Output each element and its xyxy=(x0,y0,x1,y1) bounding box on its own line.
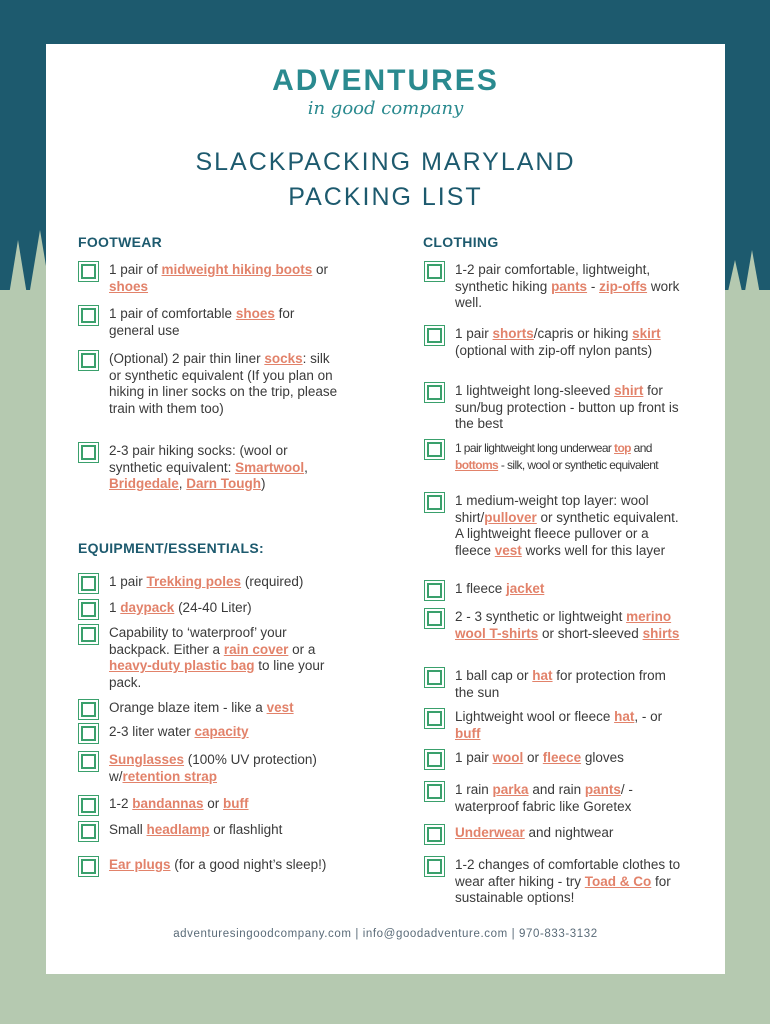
clothing-item: Underwear and nightwear xyxy=(455,825,680,842)
checkbox-icon[interactable] xyxy=(81,702,96,717)
product-link[interactable]: shoes xyxy=(109,278,149,294)
page-title-line2: PACKING LIST xyxy=(288,183,483,211)
checkbox-icon[interactable] xyxy=(427,752,442,767)
product-link[interactable]: parka xyxy=(492,782,529,797)
product-link[interactable]: Bridgedale xyxy=(109,476,179,491)
product-link[interactable]: hat xyxy=(614,709,635,724)
product-link[interactable]: Toad & Co xyxy=(584,873,652,889)
clothing-item: 2 - 3 synthetic or lightweight merino wool T-shirts or short-sleeved shirts xyxy=(455,609,680,642)
product-link[interactable]: heavy-duty plastic bag xyxy=(109,658,255,673)
clothing-item: 1 pair lightweight long underwear top and bottoms - silk, wool or synthetic equivalent xyxy=(455,440,680,473)
equipment-item: 1 daypack (24-40 Liter) xyxy=(109,600,339,617)
product-link[interactable]: pants xyxy=(584,782,621,797)
footer-contact: adventuresingoodcompany.com | info@goodadventure.com | 970-833-3132 xyxy=(173,928,598,940)
product-link[interactable]: Darn Tough xyxy=(186,476,262,491)
checkbox-icon[interactable] xyxy=(427,495,442,510)
product-link[interactable]: bandannas xyxy=(132,796,204,811)
checkbox-icon[interactable] xyxy=(427,385,442,400)
product-link[interactable]: vest xyxy=(494,542,522,558)
equipment-item: 1-2 bandannas or buff xyxy=(109,796,339,813)
equipment-item: Sunglasses (100% UV protection) w/retention strap xyxy=(109,752,339,785)
checkbox-icon[interactable] xyxy=(81,859,96,874)
product-link[interactable]: shoes xyxy=(235,306,275,321)
product-link[interactable]: shirt xyxy=(614,383,644,398)
clothing-item: 1-2 changes of comfortable clothes to wear after hiking - try Toad & Co for sustainable options! xyxy=(455,857,683,907)
checkbox-icon[interactable] xyxy=(427,328,442,343)
checkbox-icon[interactable] xyxy=(427,264,442,279)
clothing-heading: CLOTHING xyxy=(423,234,499,250)
checkbox-icon[interactable] xyxy=(81,576,96,591)
equipment-item: Small headlamp or flashlight xyxy=(109,822,339,839)
product-link[interactable]: fleece xyxy=(542,750,582,765)
clothing-item: 1 lightweight long-sleeved shirt for sun/bug protection - button up front is the best xyxy=(455,383,680,433)
product-link[interactable]: Sunglasses xyxy=(109,752,185,767)
product-link[interactable]: top xyxy=(614,441,631,455)
checkbox-icon[interactable] xyxy=(81,602,96,617)
packing-list-sheet xyxy=(46,44,725,974)
product-link[interactable]: pants xyxy=(551,278,588,294)
product-link[interactable]: shirts xyxy=(642,625,680,641)
checkbox-icon[interactable] xyxy=(81,798,96,813)
checkbox-icon[interactable] xyxy=(81,754,96,769)
clothing-item: Lightweight wool or fleece hat, - or buff xyxy=(455,709,680,742)
product-link[interactable]: capacity xyxy=(194,724,249,739)
equipment-item: 1 pair Trekking poles (required) xyxy=(109,574,339,591)
checkbox-icon[interactable] xyxy=(427,670,442,685)
clothing-item: 1-2 pair comfortable, lightweight, synthetic hiking pants - zip-offs work well. xyxy=(455,262,680,312)
clothing-item: 1 pair wool or fleece gloves xyxy=(455,750,680,767)
product-link[interactable]: Ear plugs xyxy=(109,857,171,872)
clothing-item: 1 rain parka and rain pants/ - waterproof fabric like Goretex xyxy=(455,782,680,815)
clothing-item: 1 medium-weight top layer: wool shirt/pullover or synthetic equivalent. A lightweight fleece pullover or a fleece vest works well for this layer xyxy=(455,493,683,559)
product-link[interactable]: daypack xyxy=(120,600,175,615)
product-link[interactable]: wool xyxy=(492,750,524,765)
checkbox-icon[interactable] xyxy=(81,353,96,368)
product-link[interactable]: buff xyxy=(223,796,249,811)
product-link[interactable]: Smartwool xyxy=(235,459,305,475)
checkbox-icon[interactable] xyxy=(81,264,96,279)
checkbox-icon[interactable] xyxy=(427,711,442,726)
product-link[interactable]: merino wool T-shirts xyxy=(455,609,672,641)
equipment-item: Capability to ‘waterproof’ your backpack. Either a rain cover or a heavy-duty plastic bag to line your pack. xyxy=(109,625,339,691)
product-link[interactable]: jacket xyxy=(506,581,545,596)
equipment-heading: EQUIPMENT/ESSENTIALS: xyxy=(78,540,264,556)
product-link[interactable]: socks xyxy=(264,351,303,366)
product-link[interactable]: bottoms xyxy=(455,457,499,472)
product-link[interactable]: shorts xyxy=(492,326,534,341)
product-link[interactable]: midweight hiking boots xyxy=(161,262,313,277)
clothing-item: 1 fleece jacket xyxy=(455,581,680,598)
product-link[interactable]: retention strap xyxy=(122,768,218,784)
page-title-line1: SLACKPACKING MARYLAND xyxy=(195,148,576,176)
checkbox-icon[interactable] xyxy=(81,726,96,741)
checkbox-icon[interactable] xyxy=(81,824,96,839)
checkbox-icon[interactable] xyxy=(427,583,442,598)
product-link[interactable]: headlamp xyxy=(146,822,210,837)
checkbox-icon[interactable] xyxy=(81,308,96,323)
equipment-item: 2-3 liter water capacity xyxy=(109,724,339,741)
product-link[interactable]: skirt xyxy=(632,326,661,341)
checkbox-icon[interactable] xyxy=(81,445,96,460)
product-link[interactable]: Underwear xyxy=(455,825,525,840)
footwear-item: 1 pair of midweight hiking boots or shoes xyxy=(109,262,334,295)
product-link[interactable]: Trekking poles xyxy=(146,574,242,589)
checkbox-icon[interactable] xyxy=(427,611,442,626)
footwear-item: 1 pair of comfortable shoes for general use xyxy=(109,306,334,339)
product-link[interactable]: vest xyxy=(266,700,294,715)
product-link[interactable]: rain cover xyxy=(223,641,289,657)
footwear-heading: FOOTWEAR xyxy=(78,234,163,250)
clothing-item: 1 pair shorts/capris or hiking skirt (optional with zip-off nylon pants) xyxy=(455,326,680,359)
product-link[interactable]: hat xyxy=(532,668,553,683)
equipment-item: Orange blaze item - like a vest xyxy=(109,700,339,717)
footwear-item: 2-3 pair hiking socks: (wool or synthetic equivalent: Smartwool, Bridgedale, Darn Tough) xyxy=(109,443,334,493)
checkbox-icon[interactable] xyxy=(427,859,442,874)
product-link[interactable]: pullover xyxy=(484,509,537,525)
footwear-item: (Optional) 2 pair thin liner socks: silk or synthetic equivalent (If you plan on hiking in liner socks on the trip, please train with them too) xyxy=(109,351,339,417)
checkbox-icon[interactable] xyxy=(427,784,442,799)
checkbox-icon[interactable] xyxy=(427,827,442,842)
checkbox-icon[interactable] xyxy=(81,627,96,642)
clothing-item: 1 ball cap or hat for protection from the sun xyxy=(455,668,680,701)
logo-title: ADVENTURES xyxy=(272,64,499,97)
product-link[interactable]: buff xyxy=(455,725,481,741)
equipment-item: Ear plugs (for a good night’s sleep!) xyxy=(109,857,335,874)
logo-tagline: in good company xyxy=(307,98,464,119)
product-link[interactable]: zip-offs xyxy=(599,278,648,294)
checkbox-icon[interactable] xyxy=(427,442,442,457)
